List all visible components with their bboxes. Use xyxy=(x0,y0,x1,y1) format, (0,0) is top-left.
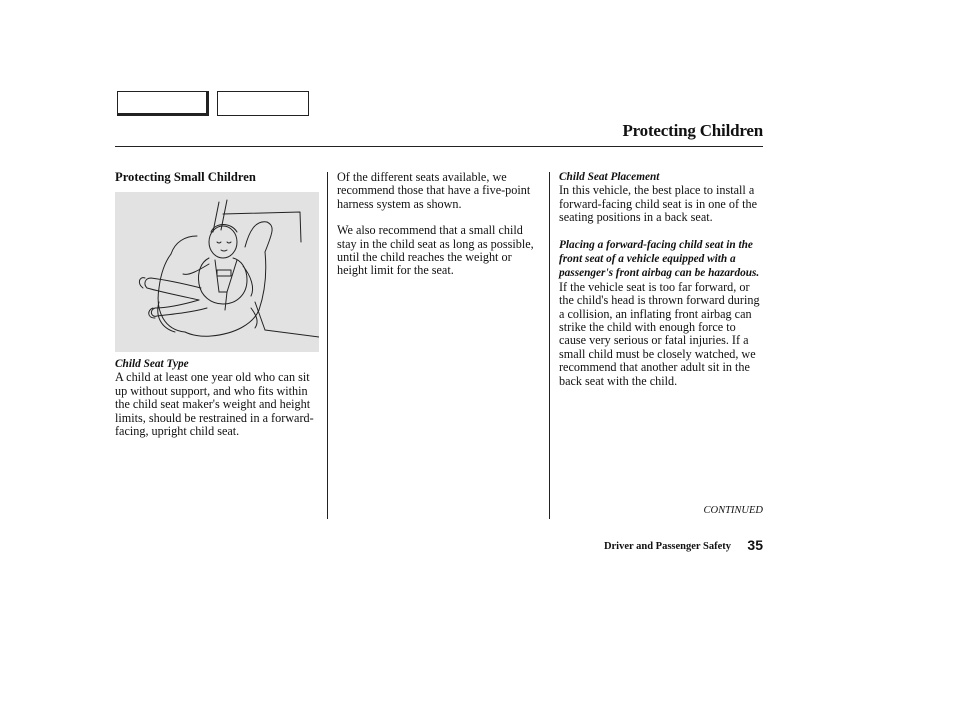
airbag-warning-text: If the vehicle seat is too far forward, or the child's head is thrown forward during a collision, an inflating front airbag can strike the child with enough force to cause very serious or fatal injuries. If a small child must be closely watched, we recommend that another adult sit in the back seat with the child. xyxy=(559,279,760,388)
child-in-seat-drawing xyxy=(115,192,319,352)
continued-label: CONTINUED xyxy=(703,505,763,516)
page-number: 35 xyxy=(747,537,763,553)
column-2 xyxy=(337,171,541,278)
column-1 xyxy=(115,171,320,184)
column-divider-1 xyxy=(327,172,328,519)
child-seat-illustration xyxy=(115,192,319,352)
paragraph-weight-height-limit: We also recommend that a small child stay in the child seat as long as possible, until the child reaches the weight or height limit for the seat. xyxy=(337,223,534,278)
section-tab-2 xyxy=(217,91,309,116)
section-tab-1 xyxy=(117,91,209,116)
footer-section-name: Driver and Passenger Safety xyxy=(603,541,731,552)
paragraph-back-seat: In this vehicle, the best place to install a forward-facing child seat is in one of the seating positions in a back seat. xyxy=(559,183,757,225)
child-seat-type-section xyxy=(115,358,321,438)
subheading-child-seat-placement: Child Seat Placement xyxy=(559,171,660,183)
paragraph-airbag-warning xyxy=(559,238,765,388)
airbag-warning-bold: Placing a forward-facing child seat in the front seat of a vehicle equipped with a passenger's front airbag can be hazardous. xyxy=(559,238,760,280)
subheading-child-seat-type: Child Seat Type xyxy=(115,358,189,370)
header-rule xyxy=(115,146,763,147)
column-divider-2 xyxy=(549,172,550,519)
column-3 xyxy=(559,171,765,388)
page-title: Protecting Children xyxy=(622,121,763,140)
child-seat-type-text: A child at least one year old who can sit up without support, and who fits within the child seat maker's weight and height limits, should be restrained in a forward-facing, upright child seat. xyxy=(115,370,314,439)
paragraph-five-point-harness: Of the different seats available, we recommend those that have a five-point harness system as shown. xyxy=(337,170,531,211)
section-heading: Protecting Small Children xyxy=(115,170,256,184)
